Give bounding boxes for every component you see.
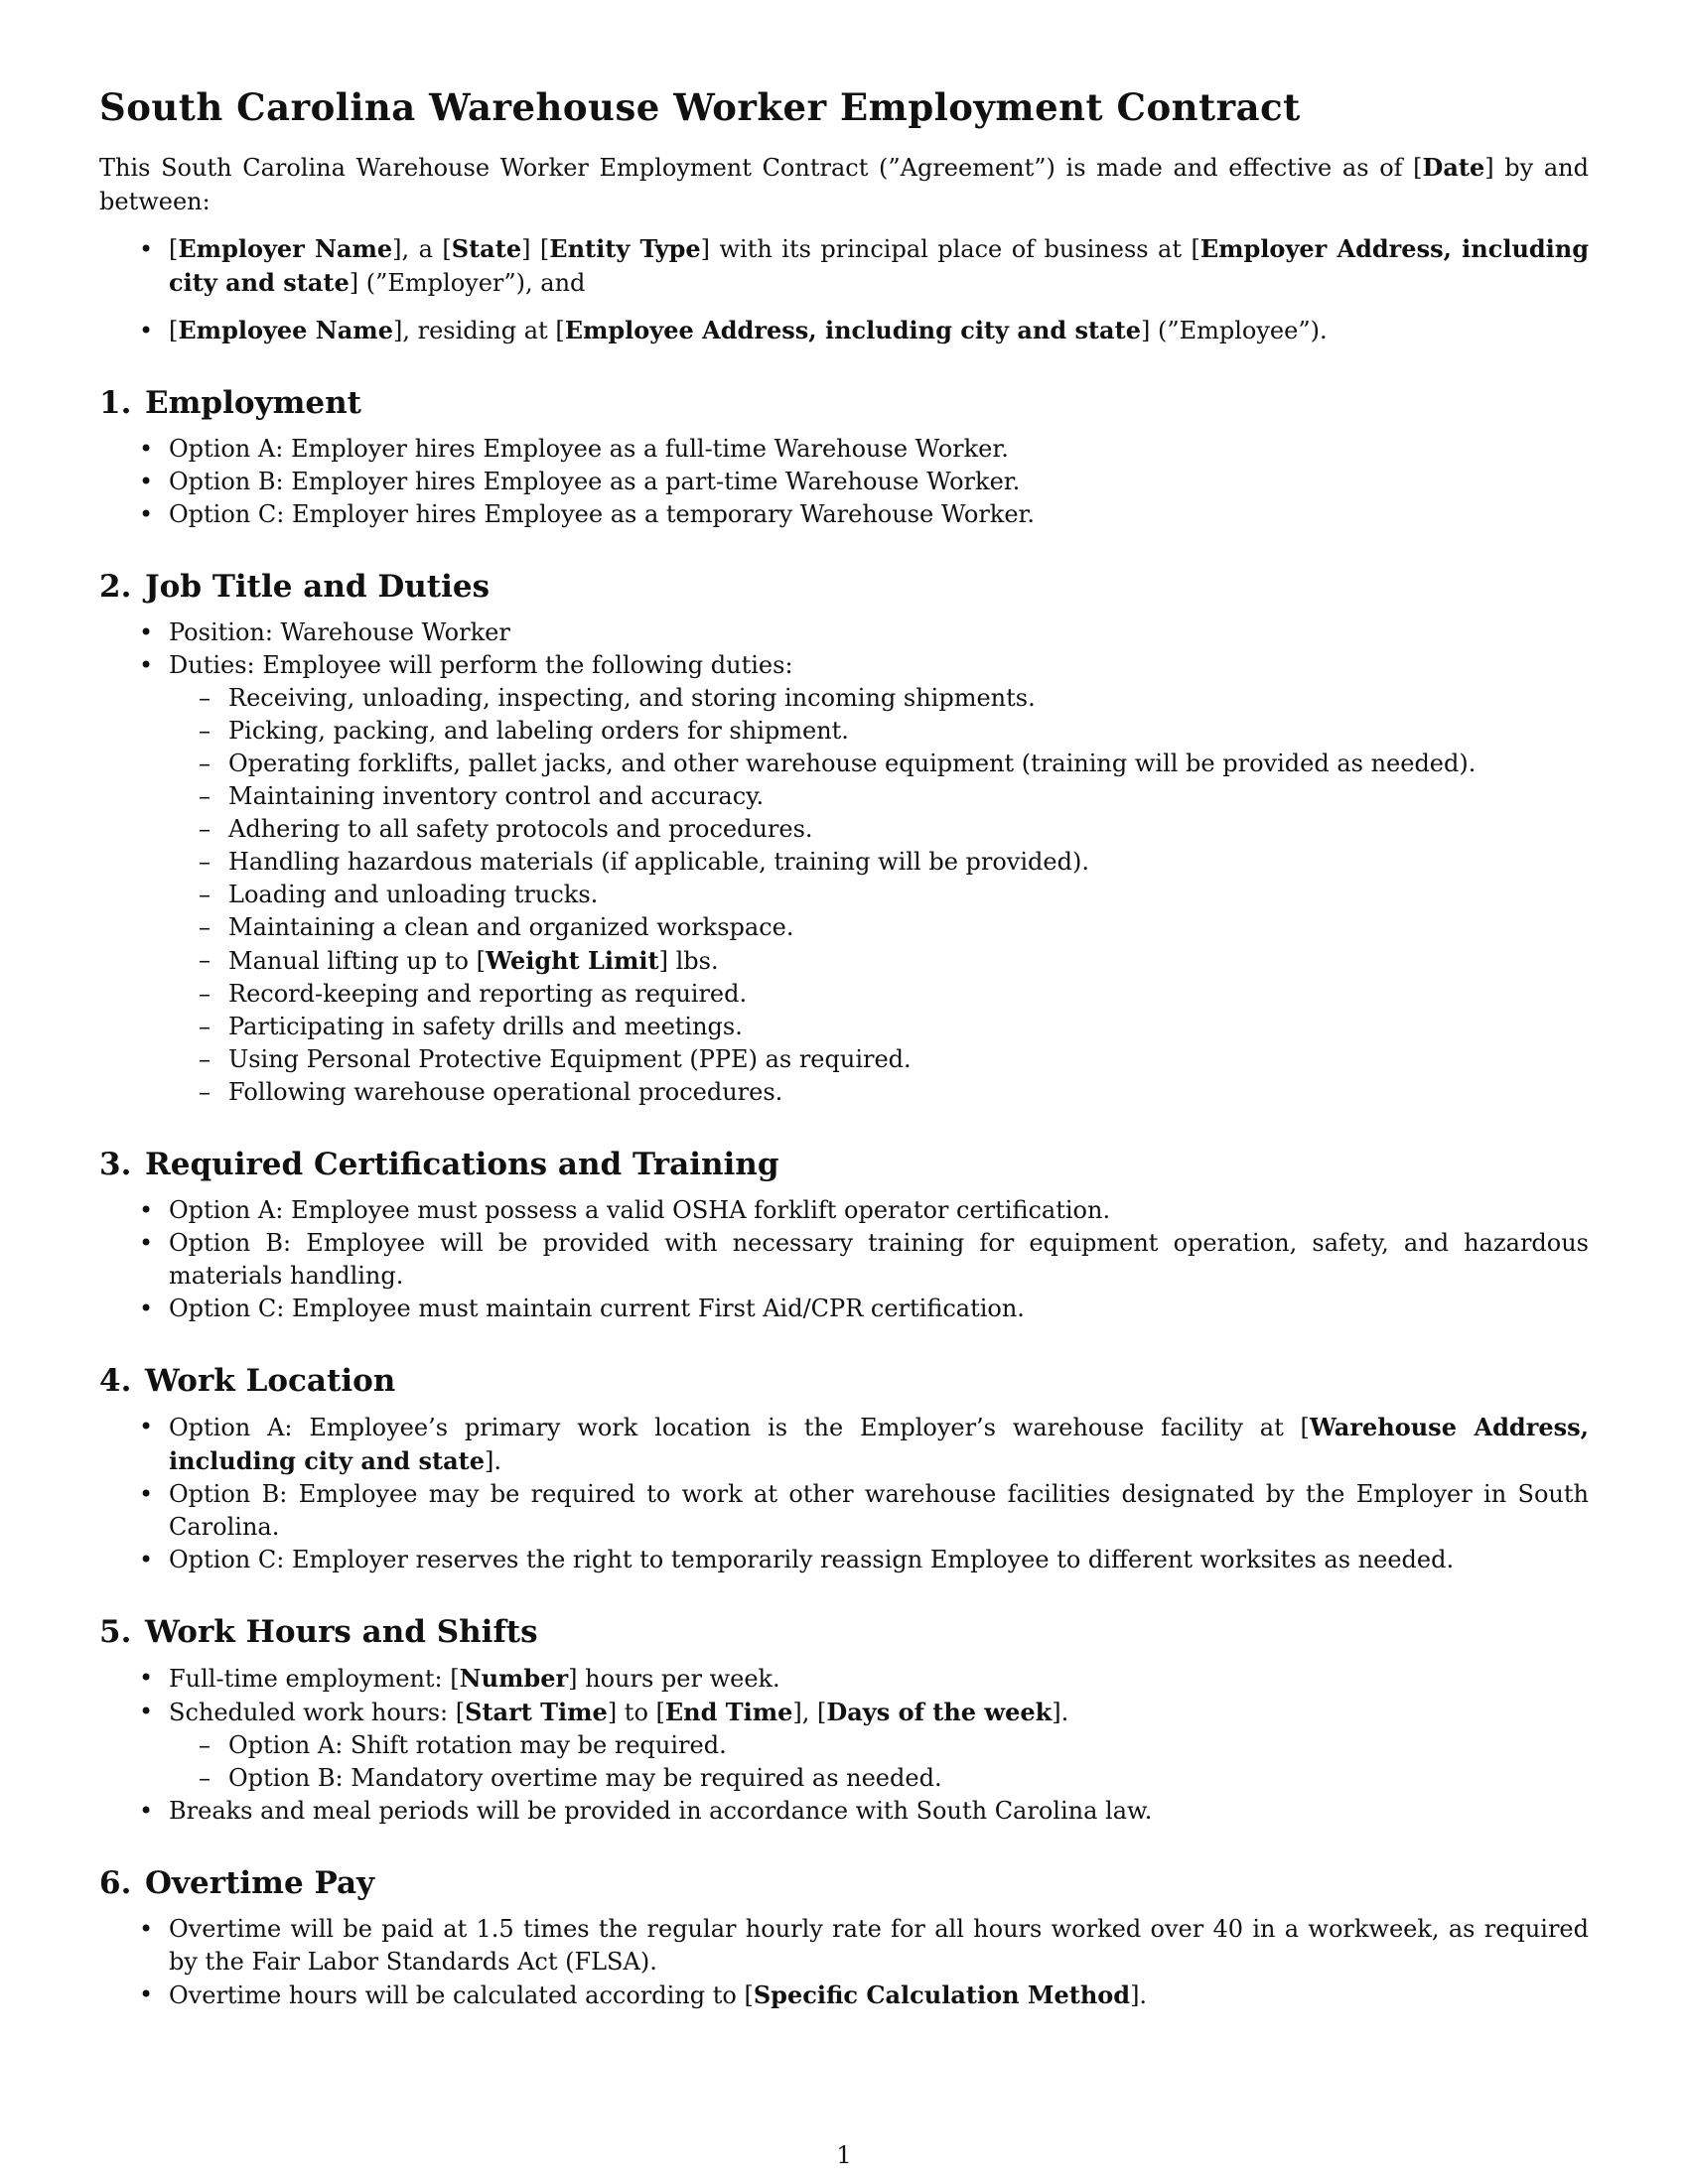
page-number: 1	[836, 2141, 852, 2169]
duty-item: – Record-keeping and reporting as required.	[99, 978, 1589, 1011]
shift-options	[169, 1729, 1589, 1795]
duties-item: • Duties: Employee will perform the following duties: – Receiving, unloading, inspecting, and storing incoming shipments. – Picking, packing, and labeling orders for shipment. – Operating forklifts, pallet jacks, and other warehouse equipment (training will be provided as needed). – Maintaining inventory control and accuracy. – Adhering to all safety protocols and procedures. – Handling hazardous materials (if applicable, training will be provided). – Loading and unloading trucks. – Maintaining a clean and organized workspace. – Manual lifting up to [Weight Limit] lbs. – Record-keeping and reporting as required. – Participating in safety drills and meetings. – Using Personal Protective Equipment (PPE) as required. – Following warehouse operational procedures.	[99, 649, 1589, 1109]
intro-paragraph: This South Carolina Warehouse Worker Employment Contract (”Agreement”) is made and effective as of [Date] by and between:	[99, 153, 1589, 216]
employee-party: • [Employee Name], residing at [Employee Address, including city and state] (”Employee”).	[99, 314, 1589, 347]
duty-item: – Picking, packing, and labeling orders for shipment.	[99, 715, 1589, 748]
document-page	[99, 85, 1589, 2012]
work-location-options	[99, 1411, 1589, 1576]
duties-list	[169, 682, 1589, 1109]
list-item: • Overtime hours will be calculated according to [Specific Calculation Method].	[99, 1979, 1589, 2012]
list-item: • Option C: Employer hires Employee as a temporary Warehouse Worker.	[99, 498, 1589, 531]
list-item: • Overtime will be paid at 1.5 times the regular hourly rate for all hours worked over 40 in a workweek, as required by the Fair Labor Standards Act (FLSA).	[99, 1913, 1589, 1979]
duty-item: – Maintaining inventory control and accuracy.	[99, 780, 1589, 813]
duty-item: – Maintaining a clean and organized workspace.	[99, 911, 1589, 944]
end-time-placeholder: End Time	[664, 1698, 793, 1727]
list-item: • Option B: Employee may be required to work at other warehouse facilities designated by the Employer in South Carolina.	[99, 1478, 1589, 1544]
warehouse-address-placeholder: Warehouse Address, including city and state	[169, 1413, 1589, 1476]
certification-options	[99, 1194, 1589, 1325]
weight-limit-placeholder: Weight Limit	[485, 946, 659, 976]
duty-item: – Using Personal Protective Equipment (PPE) as required.	[99, 1043, 1589, 1076]
list-item: • Option A: Employee’s primary work location is the Employer’s warehouse facility at [Warehouse Address, including city and state].	[99, 1411, 1589, 1478]
employment-options	[99, 433, 1589, 531]
list-item: • Scheduled work hours: [Start Time] to [End Time], [Days of the week]. – Option A: Shift rotation may be required. – Option B: Mandatory overtime may be required as needed.	[99, 1696, 1589, 1795]
days-placeholder: Days of the week	[826, 1698, 1053, 1727]
duty-item: – Receiving, unloading, inspecting, and storing incoming shipments.	[99, 682, 1589, 715]
list-item: • Option A: Employer hires Employee as a full-time Warehouse Worker.	[99, 433, 1589, 466]
list-item: • Option C: Employee must maintain current First Aid/CPR certification.	[99, 1293, 1589, 1325]
duty-item: – Handling hazardous materials (if applicable, training will be provided).	[99, 846, 1589, 879]
duty-item: – Adhering to all safety protocols and procedures.	[99, 813, 1589, 846]
list-item: • Breaks and meal periods will be provided in accordance with South Carolina law.	[99, 1795, 1589, 1828]
calculation-method-placeholder: Specific Calculation Method	[753, 1980, 1131, 2010]
section-heading-work-hours: 5. Work Hours and Shifts	[99, 1614, 538, 1651]
duty-item: – Following warehouse operational procedures.	[99, 1076, 1589, 1109]
overtime-list	[99, 1913, 1589, 2012]
list-item: • Option A: Employee must possess a valid OSHA forklift operator certification.	[99, 1194, 1589, 1227]
document-title: South Carolina Warehouse Worker Employment Contract	[99, 85, 1301, 129]
employer-party: • [Employer Name], a [State] [Entity Type] with its principal place of business at [Employer Address, including city and state] (”Employer”), and	[99, 232, 1589, 300]
start-time-placeholder: Start Time	[465, 1698, 608, 1727]
parties-list	[99, 232, 1589, 347]
list-item: • Option B: Employee will be provided with necessary training for equipment operation, safety, and hazardous materials handling.	[99, 1227, 1589, 1293]
duty-item: – Participating in safety drills and meetings.	[99, 1011, 1589, 1043]
section-heading-work-location: 4. Work Location	[99, 1363, 396, 1400]
section-heading-employment: 1. Employment	[99, 385, 361, 422]
position-item: • Position: Warehouse Worker	[99, 616, 1589, 649]
list-item: • Full-time employment: [Number] hours per week.	[99, 1662, 1589, 1696]
hours-placeholder: Number	[459, 1664, 569, 1694]
date-placeholder: Date	[1422, 153, 1485, 183]
list-item: • Option C: Employer reserves the right to temporarily reassign Employee to different worksites as needed.	[99, 1544, 1589, 1576]
section-heading-overtime: 6. Overtime Pay	[99, 1865, 375, 1902]
shift-option: – Option B: Mandatory overtime may be required as needed.	[99, 1762, 1589, 1795]
list-item: • Option B: Employer hires Employee as a part-time Warehouse Worker.	[99, 466, 1589, 498]
section-heading-certifications: 3. Required Certifications and Training	[99, 1147, 779, 1183]
shift-option: – Option A: Shift rotation may be required.	[99, 1729, 1589, 1762]
duty-item: – Operating forklifts, pallet jacks, and other warehouse equipment (training will be provided as needed).	[99, 748, 1589, 780]
duty-item: – Manual lifting up to [Weight Limit] lbs.	[99, 944, 1589, 978]
work-hours-list	[99, 1662, 1589, 1828]
section-heading-job-title: 2. Job Title and Duties	[99, 569, 491, 606]
duty-item: – Loading and unloading trucks.	[99, 879, 1589, 911]
job-title-list	[99, 616, 1589, 1109]
